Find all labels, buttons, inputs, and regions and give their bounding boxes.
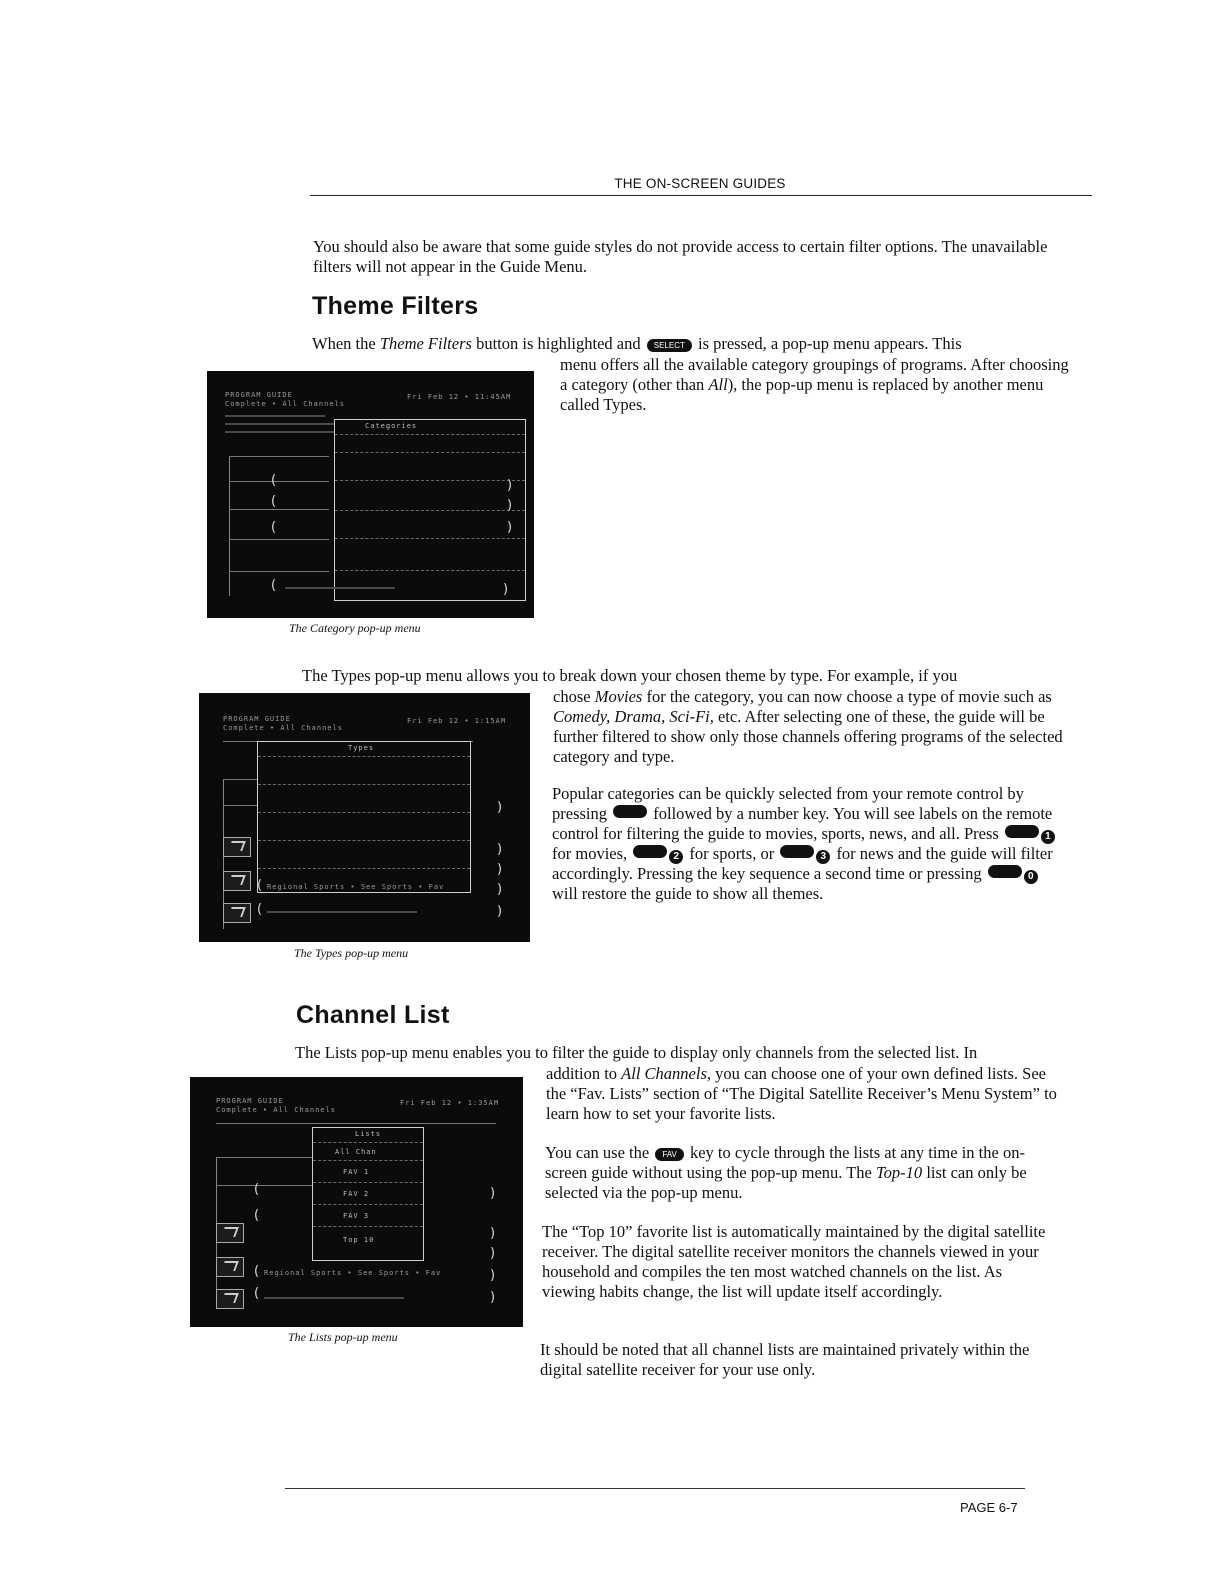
- category-popup: Categories: [334, 419, 526, 601]
- intro-paragraph: You should also be aware that some guide styles do not provide access to certain filter options. The unavailable filters will not appear in the Guide Menu.: [313, 237, 1048, 276]
- category-popup-screenshot: PROGRAM GUIDE Complete • All Channels Fri Feb 12 • 11:45AM Categories ( ( ( ( ) ) ) ): [207, 371, 534, 618]
- lists-popup: Lists All Chan FAV 1 FAV 2 FAV 3 Top 10: [312, 1127, 424, 1261]
- number-2-icon: 2: [669, 850, 683, 864]
- theme-filters-heading: Theme Filters: [312, 292, 479, 320]
- category-caption: The Category pop-up menu: [289, 621, 421, 635]
- page-number: PAGE 6-7: [960, 1500, 1018, 1515]
- channel-paragraph-3: The “Top 10” favorite list is automatically maintained by the digital satellite receiver. The digital satellite receiver monitors the channels viewed in your household and compiles the ten most watched channels on the list. As viewing habits change, the list will update itself accordingly.: [542, 1222, 1046, 1301]
- action-key-icon: [613, 805, 647, 818]
- running-head: THE ON-SCREEN GUIDES: [614, 176, 786, 191]
- types-lead: The Types pop-up menu allows you to break down your chosen theme by type. For example, if you: [302, 666, 958, 685]
- header-rule: [310, 195, 1092, 196]
- theme-paragraph-1: When the Theme Filters button is highlighted and SELECT is pressed, a pop-up menu appears. This: [312, 334, 962, 353]
- types-paragraph: chose Movies for the category, you can now choose a type of movie such as Comedy, Drama, Sci-Fi, etc. After selecting one of these, the guide will be further filtered to show only those channels offering programs of the selected category and type.: [553, 687, 1063, 766]
- theme-paragraph-1-cont: menu offers all the available category groupings of programs. After choosing a category (other than All), the pop-up menu is replaced by another menu called Types.: [560, 355, 1069, 414]
- number-3-icon: 3: [816, 850, 830, 864]
- channel-list-heading: Channel List: [296, 1001, 450, 1029]
- select-key-icon: SELECT: [647, 339, 692, 352]
- action-key-icon: [633, 845, 667, 858]
- fav-key-icon: FAV: [655, 1148, 684, 1161]
- lists-caption: The Lists pop-up menu: [288, 1330, 398, 1344]
- lists-popup-screenshot: PROGRAM GUIDE Complete • All Channels Fri Feb 12 • 1:35AM Lists All Chan FAV 1 FAV 2 FAV 3 Top 10 ( ( ( ( ) ) ) ) ) Regional Sports • See Sports • Fav: [190, 1077, 523, 1327]
- channel-paragraph-1: addition to All Channels, you can choose one of your own defined lists. See the “Fav. Lists” section of “The Digital Satellite Receiver’s Menu System” to learn how to set your favorite lists.: [546, 1064, 1057, 1123]
- channel-lead: The Lists pop-up menu enables you to filter the guide to display only channels from the selected list. In: [295, 1043, 978, 1062]
- action-key-icon: [1005, 825, 1039, 838]
- action-key-icon: [988, 865, 1022, 878]
- number-0-icon: 0: [1024, 870, 1038, 884]
- action-key-icon: [780, 845, 814, 858]
- types-caption: The Types pop-up menu: [294, 946, 409, 960]
- types-popup: Types: [257, 741, 471, 893]
- number-1-icon: 1: [1041, 830, 1055, 844]
- footer-rule: [285, 1488, 1025, 1489]
- popular-categories-paragraph: Popular categories can be quickly selected from your remote control by pressing followed by a number key. You will see labels on the remote control for filtering the guide to movies, sports, news, and all. Press 1 for movies, 2 for sports, or 3 for news and the guide will filter accordingly. Pressing the key sequence a second time or pressing 0 will restore the guide to show all themes.: [552, 784, 1067, 904]
- channel-paragraph-4: It should be noted that all channel lists are maintained privately within the digital satellite receiver for your use only.: [540, 1340, 1030, 1379]
- channel-paragraph-2: You can use the FAV key to cycle through the lists at any time in the on-screen guide without using the pop-up menu. The Top-10 list can only be selected via the pop-up menu.: [545, 1143, 1027, 1202]
- types-popup-screenshot: PROGRAM GUIDE Complete • All Channels Fri Feb 12 • 1:15AM Types ( ( ) ) ) ) ) Regional Sports • See Sports • Fav: [199, 693, 530, 942]
